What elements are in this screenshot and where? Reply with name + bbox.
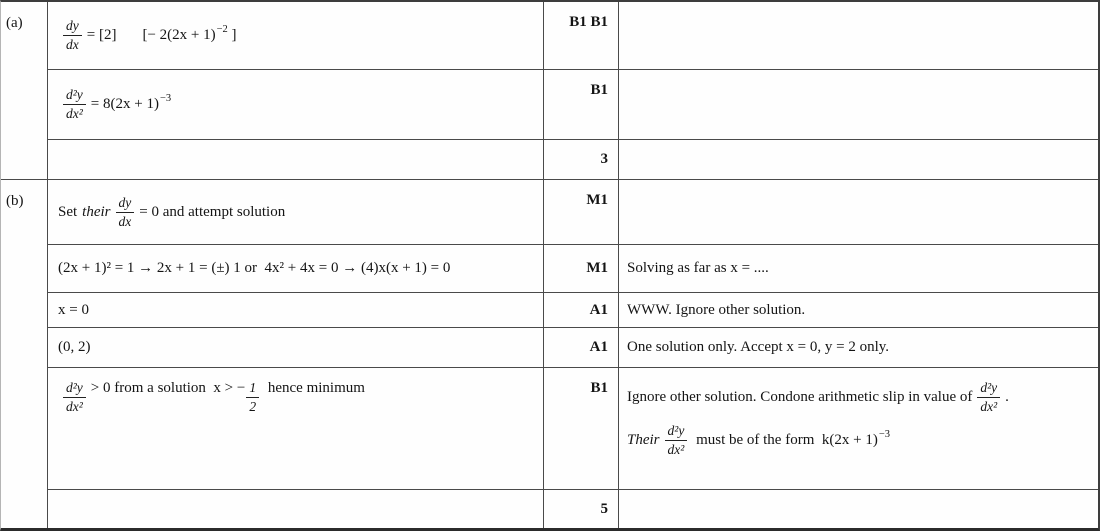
exponent: −2 [216, 24, 228, 35]
working-cell-a-total [48, 140, 544, 179]
working-cell-a1 [48, 2, 544, 69]
working-b5-end: hence minimum [264, 380, 365, 396]
working-b1-set: Set [58, 203, 78, 220]
comment-cell-b3: WWW. Ignore other solution. [627, 301, 806, 318]
mark-cell-b5: B1 [544, 368, 619, 489]
mark-cell-a-total: 3 [544, 140, 619, 179]
comment-cell-b2: Solving as far as x = .... [627, 260, 769, 276]
part-a-text: (a) [6, 15, 23, 31]
working-cell-b2 [48, 245, 544, 292]
working-b2-text: (2x + 1)² = 1 → 2x + 1 = (±) 1 or 4x² + 4x = 0 → (4)x(x + 1) = 0 [58, 260, 451, 276]
working-b4-text: (0, 2) [58, 339, 91, 355]
fraction-d2y-dx2: $\frac{\text{d²y}}{\text{dx²}}$ [63, 87, 86, 121]
fraction-one-half: $\frac{1}{2}$ [246, 380, 259, 414]
comment-b5-line1: Ignore other solution. Condone arithmetic slip in value of $\frac{\text{d²y}}{\text{dx²}}$ . [627, 380, 1009, 414]
row-b-total [48, 490, 1098, 528]
working-b1-their: their [82, 203, 111, 220]
their-italic: Their [627, 431, 660, 448]
working-b3-text: x = 0 [58, 301, 89, 318]
exponent: −3 [878, 428, 890, 440]
row-b1 [48, 180, 1098, 245]
comment-cell-b4: One solution only. Accept x = 0, y = 2 only. [627, 339, 890, 355]
comment-cell-a2 [619, 70, 1098, 139]
mark-cell-b4: A1 [544, 328, 619, 367]
row-a2 [48, 70, 1098, 140]
working-a1-eq: = [2] [86, 27, 117, 43]
row-a-total [48, 140, 1098, 180]
part-label-column [1, 2, 48, 528]
row-b4 [48, 328, 1098, 368]
scheme-rows [48, 2, 1098, 528]
exponent: −3 [159, 93, 172, 104]
mark-cell-a1: B1 B1 [544, 2, 619, 69]
working-cell-b-total [48, 490, 544, 528]
comment-cell-b1 [619, 180, 1098, 244]
part-b-text: (b) [6, 193, 24, 209]
row-a1 [48, 2, 1098, 70]
working-b1-rest: = 0 and attempt solution [139, 203, 286, 220]
comment-cell-a1 [619, 2, 1098, 69]
mark-cell-b-total: 5 [544, 490, 619, 528]
working-cell-b3 [48, 293, 544, 327]
working-a1-close: ] [227, 27, 237, 43]
comment-b5-line2: Their $\frac{\text{d²y}}{\text{dx²}}$ must be of the form k(2x + 1) −3 [627, 423, 890, 457]
mark-cell-b3: A1 [544, 293, 619, 327]
fraction-d2y-dx2: $\frac{\text{d²y}}{\text{dx²}}$ [665, 423, 688, 457]
working-cell-b1 [48, 180, 544, 244]
mark-cell-b2: M1 [544, 245, 619, 292]
working-a2-eq: = 8(2x + 1) [90, 96, 159, 112]
part-label-b [1, 180, 47, 528]
working-b5-mid: > 0 from a solution x > − [90, 380, 246, 396]
working-cell-b4 [48, 328, 544, 367]
comment-cell-b-total [619, 490, 1098, 528]
fraction-d2y-dx2: $\frac{\text{d²y}}{\text{dx²}}$ [977, 380, 1000, 414]
mark-cell-b1: M1 [544, 180, 619, 244]
comment-cell-b5 [619, 368, 1098, 489]
row-b5 [48, 368, 1098, 490]
fraction-dy-dx: $\frac{dy}{dx}$ [116, 195, 135, 229]
fraction-dy-dx: $\frac{dy}{dx}$ [63, 18, 82, 52]
part-label-a [1, 2, 47, 180]
row-b2 [48, 245, 1098, 293]
fraction-d2y-dx2: $\frac{\text{d²y}}{\text{dx²}}$ [63, 380, 86, 414]
working-cell-b5 [48, 368, 544, 489]
comment-cell-a-total [619, 140, 1098, 179]
row-b3 [48, 293, 1098, 328]
mark-cell-a2: B1 [544, 70, 619, 139]
working-cell-a2 [48, 70, 544, 139]
working-a1-alt: [− 2(2x + 1) [142, 27, 216, 43]
